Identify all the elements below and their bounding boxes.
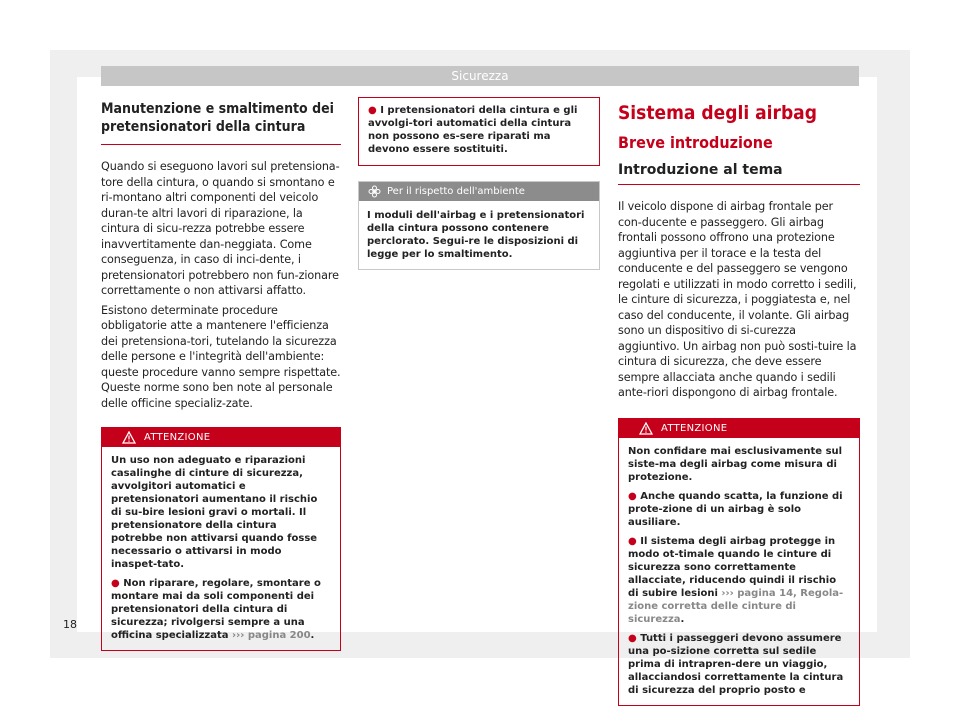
chapter-title: Sistema degli airbag	[618, 102, 817, 124]
bullet-icon: ●	[628, 632, 641, 644]
warning-bullet: ● Tutti i passeggeri devono assumere una po-sizione corretta sul sedile prima di intrapren-dere un viaggio, allacciandosi correttamente la cintura di sicurezza del proprio posto e	[628, 632, 844, 696]
environment-body: I moduli dell'airbag e i pretensionatori della cintura possono contenere perclorato. Segui-re le disposizioni di legge per lo smaltimento.	[367, 210, 585, 260]
environment-box	[358, 181, 600, 270]
warning-bullet: ● Non riparare, regolare, smontare o montare mai da soli componenti dei pretensionatori della cintura di sicurezza; rivolgersi sempre a una officina specializzata ››› pagina 200.	[111, 578, 321, 641]
warning-header	[102, 428, 340, 447]
warning-box-continued	[358, 97, 600, 166]
warning-box	[101, 427, 341, 651]
warning-bullet: ● Anche quando scatta, la funzione di prote-zione di un airbag è solo ausiliare.	[628, 490, 843, 528]
section-heading: Manutenzione e smaltimento dei pretensionatori della cintura	[101, 100, 341, 145]
warning-bullet: ● I pretensionatori della cintura e gli avvolgi-tori automatici della cintura non possono es-sere riparati ma devono essere sostituiti.	[368, 105, 578, 155]
paragraph: Esistono determinate procedure obbligatorie atte a mantenere l'efficienza dei pretensiona-tori, tutelando la sicurezza delle persone e l'integrità dell'ambiente: queste procedure vanno sempre rispettate. Queste norme sono ben note al personale delle officine specializ-zate.	[101, 303, 341, 410]
section-header: Sicurezza	[101, 66, 859, 86]
warning-header	[619, 419, 859, 438]
warning-triangle-icon	[122, 431, 136, 444]
column-middle	[358, 97, 600, 270]
bullet-icon: ●	[628, 535, 641, 547]
bullet-icon: ●	[628, 490, 641, 502]
warning-body	[102, 447, 340, 650]
section-title: Breve introduzione	[618, 133, 773, 152]
page-reference-link[interactable]: ››› pagina 200	[231, 630, 311, 641]
column-left	[101, 100, 341, 651]
environment-header	[359, 182, 599, 201]
page-number: 18	[63, 618, 77, 631]
paragraph: Quando si eseguono lavori sul pretensiona-tore della cintura, o quando si smontano e ri-montano altri componenti del veicolo duran-te altri lavori di riparazione, la cintura di sicu-rezza potrebbe essere inavvertitamente dan-neggiata. Come conseguenza, in caso di inci-dente, i pretensionatori potrebbero non fun-zionare correttamente o non attivarsi affatto.	[101, 160, 340, 297]
warning-title: ATTENZIONE	[661, 422, 728, 434]
intro-heading: Introduzione al tema	[618, 161, 860, 185]
environment-flower-icon	[368, 185, 381, 198]
bullet-icon: ●	[111, 578, 124, 589]
bullet-icon: ●	[368, 105, 381, 116]
warning-body	[619, 438, 859, 705]
warning-triangle-icon	[639, 422, 653, 435]
warning-bullet: ● Il sistema degli airbag protegge in modo ot-timale quando le cinture di sicurezza sono correttamente allacciate, riducendo quindi il rischio di subire lesioni ››› pagina 14, Regola-zione corretta delle cinture di sicurezza.	[628, 535, 844, 625]
paragraph: Il veicolo dispone di airbag frontale per con-ducente e passeggero. Gli airbag frontali possono offrono una protezione aggiuntiva per il torace e la testa del conducente e del passeggero se vengono regolati e utilizzati in modo corretto i sedili, le cinture di sicurezza, i poggiatesta e, nel caso del conducente, il volante. Gli airbag sono un dispositivo di si-curezza aggiuntivo. Un airbag non può sosti-tuire la cintura di sicurezza, che deve essere sempre allacciata anche quando i sedili ante-riori dispongono di airbag frontale.	[618, 200, 857, 399]
warning-body	[359, 98, 599, 165]
column-right	[618, 97, 860, 706]
warning-box	[618, 418, 860, 706]
warning-text: Non confidare mai esclusivamente sul siste-ma degli airbag come misura di protezione.	[628, 445, 843, 483]
warning-title: ATTENZIONE	[144, 432, 211, 443]
warning-text: Un uso non adeguato e riparazioni casalinghe di cinture di sicurezza, avvolgitori automatici e pretensionatori aumentano il rischio di su-bire lesioni gravi o mortali. Il pretensionatore della cintura potrebbe non attivarsi quando fosse necessario o attivarsi in modo inaspet-tato.	[111, 455, 318, 570]
page-reference-link[interactable]: ››› pagina 14, Regola-zione corretta delle cinture di sicurezza	[628, 587, 844, 625]
environment-title: Per il rispetto dell'ambiente	[387, 186, 525, 197]
